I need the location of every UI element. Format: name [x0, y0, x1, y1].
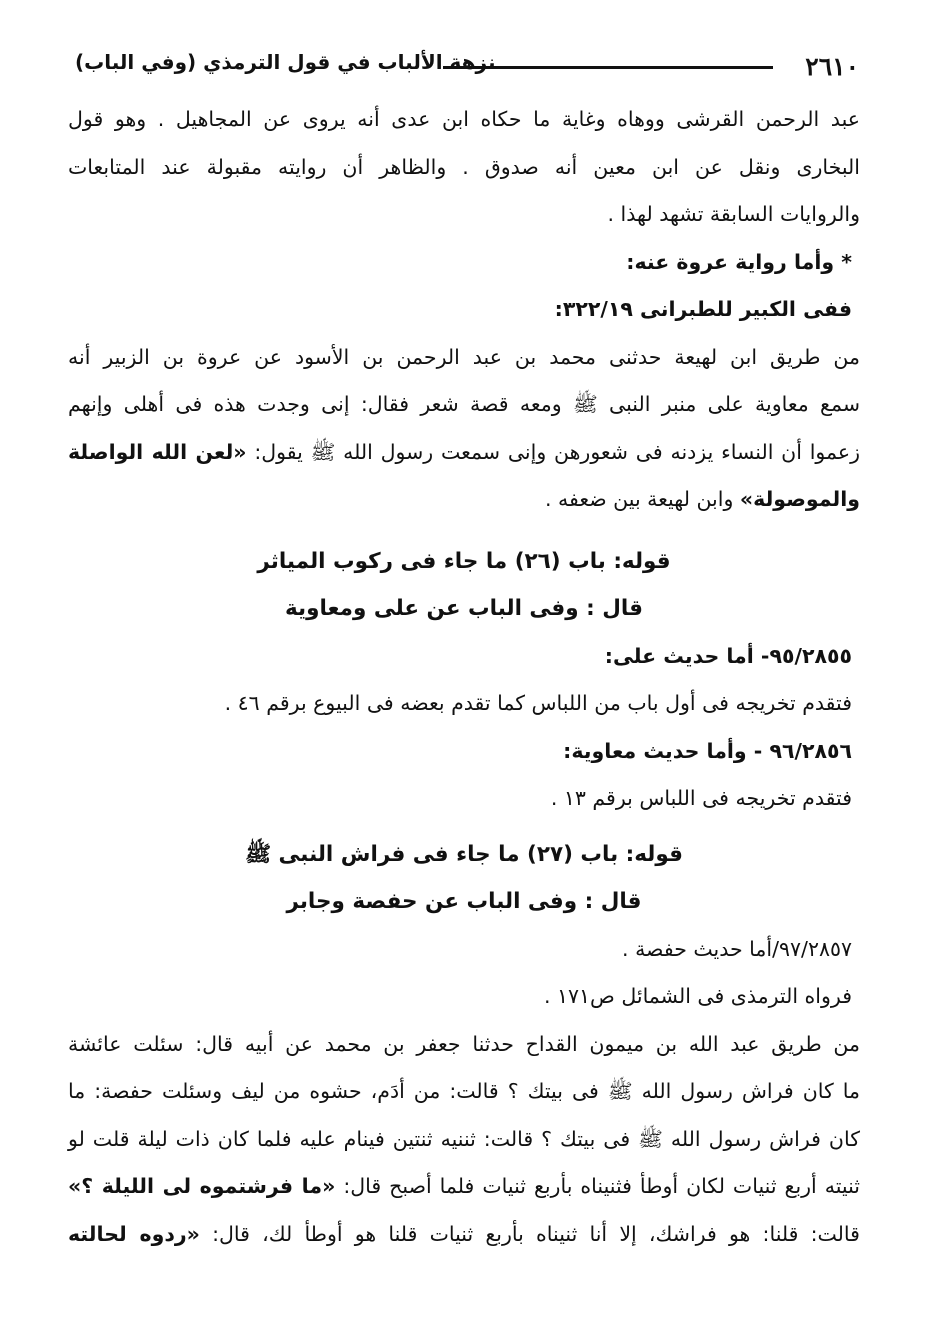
- text-line: [68, 476, 860, 524]
- section-heading-urwa: * وأما رواية عروة عنه:: [626, 249, 852, 274]
- hadith-quote: والموصولة»: [739, 487, 860, 511]
- source-citation: فرواه الترمذى فى الشمائل ص١٧١ .: [543, 984, 852, 1008]
- hadith-heading-ali: ٩٥/٢٨٥٥- أما حديث على:: [604, 643, 852, 668]
- text-line: والروايات السابقة تشهد لهذا .: [607, 202, 860, 226]
- text-line: سمع معاوية على منبر النبى ﷺ ومعه قصة شعر فقال: إنى وجدت هذه فى أهلى وإنهم: [68, 392, 860, 416]
- page-body: [68, 96, 860, 1258]
- hadith-quote: «لعن الله الواصلة: [68, 439, 247, 464]
- page-number: ٢٦١٠: [805, 52, 859, 81]
- text-line: عبد الرحمن القرشى ووهاه وغاية ما حكاه ابن عدى أنه يروى عن المجاهيل . وهو قول: [68, 107, 860, 131]
- text-fragment: ثنيته أربع ثنيات لكان أوطأ فثنيناه بأربع ثنيات فلما أصبح قال:: [343, 1174, 860, 1198]
- text-line: البخارى ونقل عن ابن معين أنه صدوق . والظاهر أن روايته مقبولة عند المتابعات: [68, 154, 860, 179]
- hadith-quote: «ردوه لحالته: [68, 1221, 200, 1246]
- text-line: [68, 1211, 860, 1259]
- chapter-subtitle: قال : وفى الباب عن حفصة وجابر: [286, 889, 642, 914]
- hadith-quote: «ما فرشتموه لى الليلة ؟»: [68, 1174, 336, 1198]
- text-line: كان فراش رسول الله ﷺ فى بيتك ؟ قالت: ثننيه ثنتين فينام عليه فلما كان ذات ليلة قلت لو: [68, 1126, 860, 1151]
- hadith-heading-hafsa: ٩٧/٢٨٥٧/أما حديث حفصة .: [622, 936, 852, 961]
- text-line: فتقدم تخريجه فى اللباس برقم ١٣ .: [550, 786, 852, 810]
- book-title: نزهة الألباب في قول الترمذي (وفي الباب): [75, 50, 496, 74]
- text-line: [68, 1163, 860, 1211]
- text-fragment: قالت: قلنا: هو فراشك، إلا أنا ثنيناه بأربع ثنيات قلنا هو أوطأ لك، قال:: [212, 1221, 860, 1246]
- text-line: فتقدم تخريجه فى أول باب من اللباس كما تقدم بعضه فى البيوع برقم ٤٦ .: [224, 691, 852, 715]
- source-citation: ففى الكبير للطبرانى ٣٢٢/١٩:: [554, 297, 852, 321]
- text-line: ما كان فراش رسول الله ﷺ فى بيتك ؟ قالت: من أدَم، حشوه من ليف وسئلت حفصة: ما: [68, 1079, 860, 1103]
- text-line: [68, 429, 860, 477]
- text-line: من طريق ابن لهيعة حدثنى محمد بن عبد الرحمن بن الأسود عن عروة بن الزبير أنه: [68, 344, 860, 369]
- chapter-title: قوله: باب (٢٧) ما جاء فى فراش النبى ﷺ: [245, 841, 683, 867]
- chapter-subtitle: قال : وفى الباب عن على ومعاوية: [284, 596, 643, 621]
- text-line: من طريق عبد الله بن ميمون القداح حدثنا جعفر بن محمد عن أبيه قال: سئلت عائشة: [68, 1031, 860, 1056]
- chapter-title: قوله: باب (٢٦) ما جاء فى ركوب المياثر: [257, 548, 671, 574]
- text-fragment: زعموا أن النساء يزدنه فى شعورهن وإنى سمعت رسول الله ﷺ يقول:: [254, 439, 860, 464]
- hadith-heading-muawiya: ٩٦/٢٨٥٦ - وأما حديث معاوية:: [563, 738, 852, 763]
- text-fragment: وابن لهيعة بين ضعفه .: [544, 487, 734, 511]
- running-header: [75, 46, 859, 82]
